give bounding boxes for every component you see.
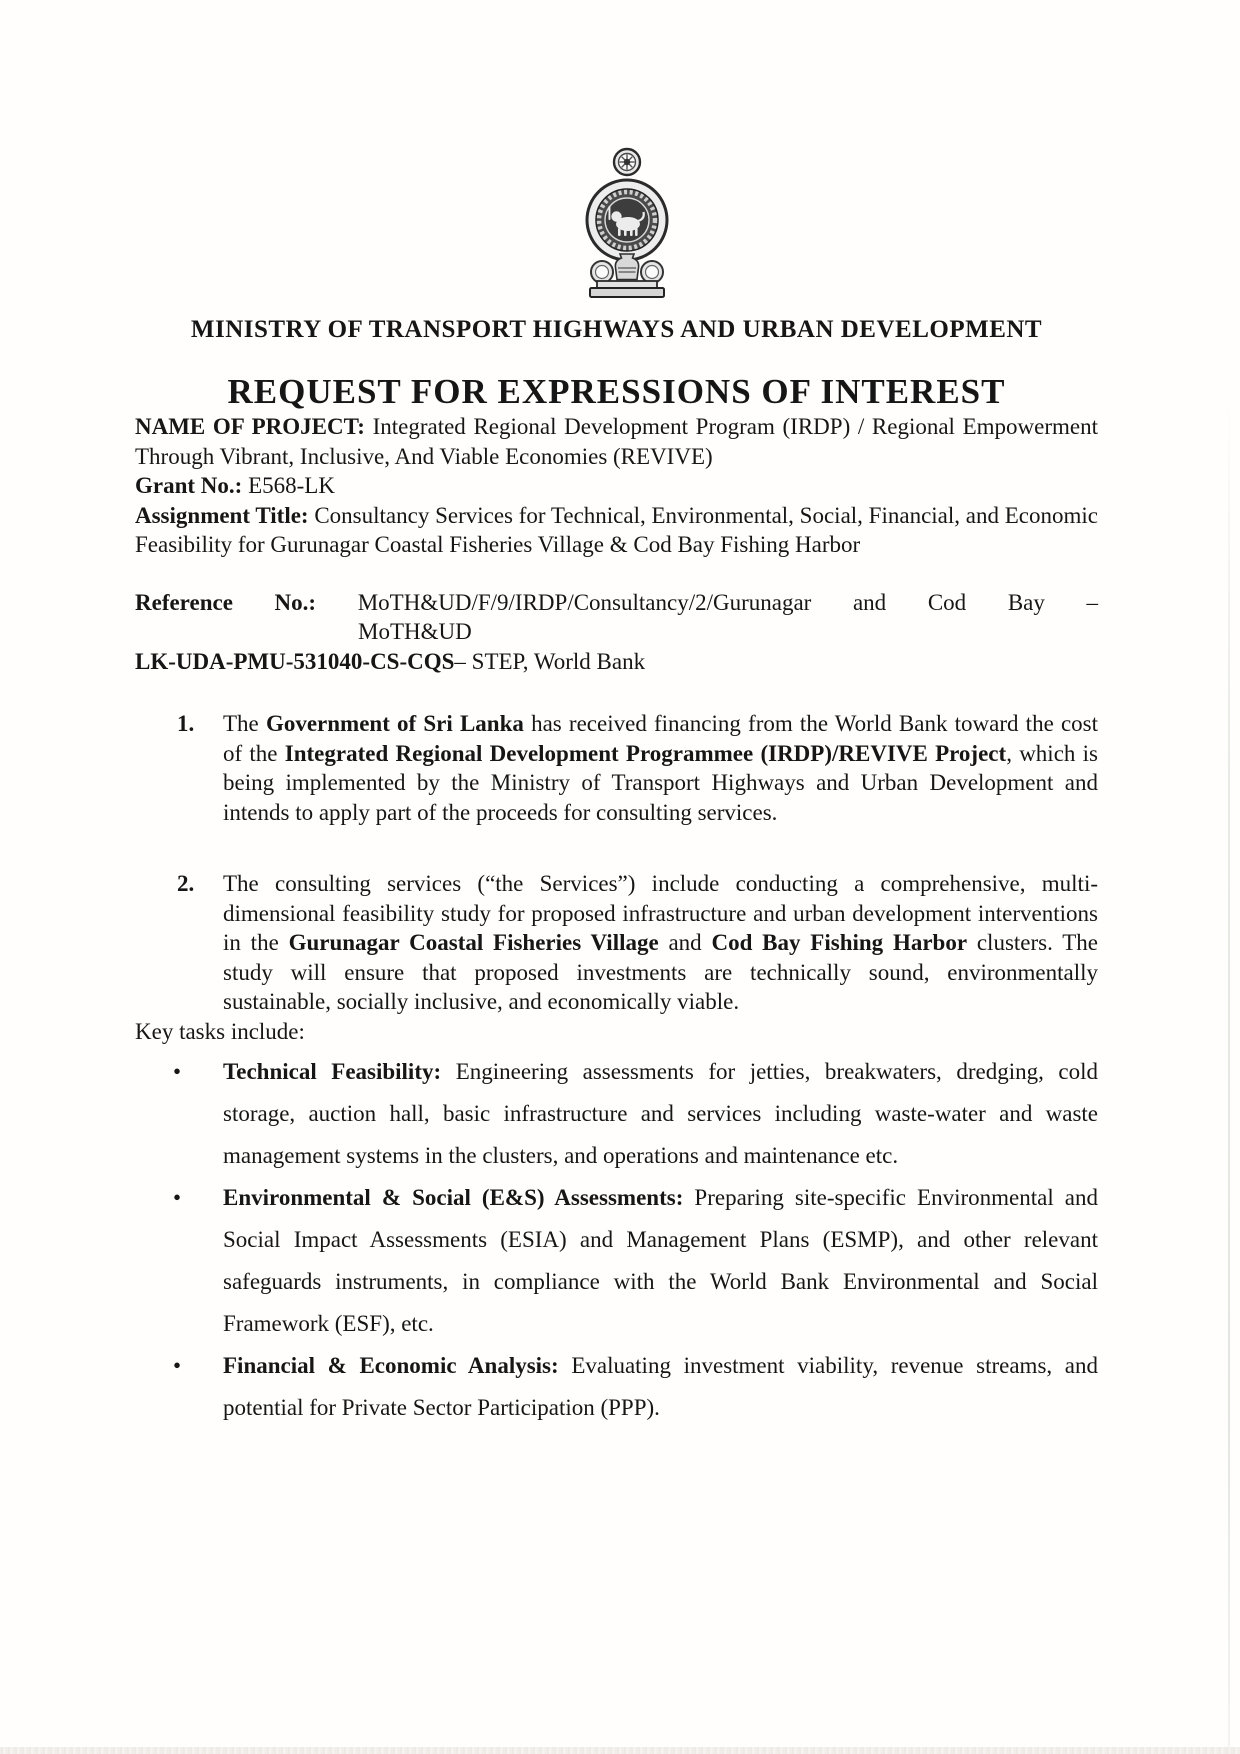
item-number-2: 2. <box>177 871 195 896</box>
bullet-text-1: Technical Feasibility: Engineering assessments for jetties, breakwaters, dredging, cold storage, auction hall, basic infrastructure and services including waste-water and waste management systems in the clusters, and operations and maintenance etc. <box>223 1059 1098 1168</box>
bullet-text-2: Environmental & Social (E&S) Assessments: Preparing site-specific Environmental and Social Impact Assessments (ESIA) and Management Plans (ESMP), and other relevant safeguards instruments, in compliance with the World Bank Environmental and Social Framework (ESF), etc. <box>223 1185 1098 1336</box>
procurement-reference: LK-UDA-PMU-531040-CS-CQS– STEP, World Bank <box>135 648 646 674</box>
numbered-item-1 <box>135 709 1098 827</box>
bullet-item-2 <box>135 1177 1098 1345</box>
reference-label: Reference No.: <box>135 589 317 615</box>
ministry-name: MINISTRY OF TRANSPORT HIGHWAYS AND URBAN DEVELOPMENT <box>190 316 1043 343</box>
item-number-1: 1. <box>177 711 195 736</box>
bullet-text-3: Financial & Economic Analysis: Evaluating investment viability, revenue streams, and potential for Private Sector Participation (PPP). <box>223 1353 1098 1420</box>
key-tasks-label: Key tasks include: <box>135 1018 305 1044</box>
reference-value: MoTH&UD/F/9/IRDP/Consultancy/2/Gurunagar and Cod Bay – <box>357 589 1099 615</box>
bullet-item-3 <box>135 1345 1098 1429</box>
bullet-item-1 <box>135 1051 1098 1177</box>
item-text-2: The consulting services (“the Services”) include conducting a comprehensive, multi-dimensional feasibility study for proposed infrastructure and urban development interventions in the Gurunagar Coastal Fisheries Village and Cod Bay Fishing Harbor clusters. The study will ensure that proposed investments are technically sound, environmentally sustainable, socially inclusive, and economically viable. <box>223 871 1098 1014</box>
document-title: REQUEST FOR EXPRESSIONS OF INTEREST <box>227 372 1006 411</box>
field-grant-no: Grant No.: E568-LK <box>135 473 335 498</box>
bullet-icon: • <box>173 1353 182 1378</box>
field-assignment-title: Assignment Title: Consultancy Services for Technical, Environmental, Social, Financial, and Economic Feasibility for Gurunagar Coastal Fisheries Village & Cod Bay Fishing Harbor <box>135 502 1098 557</box>
bullet-icon: • <box>173 1059 182 1084</box>
item-text-1: The Government of Sri Lanka has received financing from the World Bank toward the cost of the Integrated Regional Development Programmee (IRDP)/REVIVE Project, which is being implemented by the Ministry of Transport Highways and Urban Development and intends to apply part of the proceeds for consulting services. <box>223 711 1099 825</box>
scan-artifact-bottom-band <box>0 1747 1240 1754</box>
reference-value-continued: MoTH&UD <box>358 619 472 644</box>
document-body <box>135 0 1098 1429</box>
bullet-icon: • <box>173 1185 182 1210</box>
scan-artifact-vertical-line <box>1228 380 1230 1754</box>
field-reference-no <box>135 588 1098 647</box>
field-project-name: NAME OF PROJECT: Integrated Regional Development Program (IRDP) / Regional Empowerment Through Vibrant, Inclusive, And Viable Economies (REVIVE) <box>135 414 1098 469</box>
numbered-item-2 <box>135 869 1098 1017</box>
